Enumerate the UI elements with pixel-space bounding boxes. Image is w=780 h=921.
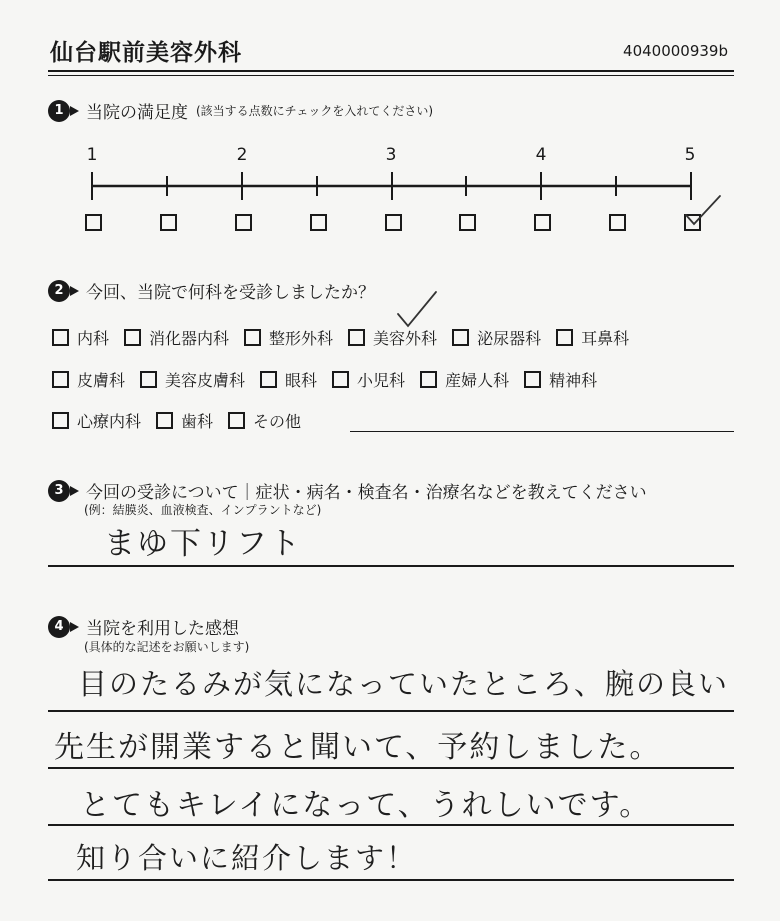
q3-handwritten-answer: まゆ下リフト xyxy=(104,526,302,562)
option-pediatrics[interactable] xyxy=(332,368,405,391)
q4-answer-line-3: とてもキレイになって、うれしいです。 xyxy=(80,788,652,823)
option-dermatology[interactable] xyxy=(52,368,125,391)
q1-number-badge: 1 xyxy=(48,100,70,122)
option-gastroenterology[interactable] xyxy=(124,326,229,349)
rating-checkbox-2[interactable] xyxy=(235,214,252,231)
q4-note: (具体的な記述をお願いします) xyxy=(84,640,250,654)
checkbox-checked[interactable] xyxy=(348,329,365,346)
clinic-name: 仙台駅前美容外科 xyxy=(50,40,242,66)
option-label: 心療内科 xyxy=(77,412,142,431)
scale-label-4: 4 xyxy=(535,145,547,165)
q2-number-badge: 2 xyxy=(48,280,70,302)
rating-checkbox-4-5[interactable] xyxy=(609,214,626,231)
checkbox[interactable] xyxy=(52,329,69,346)
department-row-3 xyxy=(52,409,316,432)
q4-answer-line-4: 知り合いに紹介します！ xyxy=(76,841,418,875)
option-cosmetic-dermatology[interactable] xyxy=(140,368,245,391)
checkbox[interactable] xyxy=(556,329,573,346)
option-label: 美容外科 xyxy=(373,329,438,348)
q4-rule-2[interactable] xyxy=(48,767,734,769)
form-id: 4040000939b xyxy=(623,42,728,60)
option-label: 眼科 xyxy=(285,371,318,390)
checkbox[interactable] xyxy=(332,371,349,388)
option-label: 整形外科 xyxy=(269,329,334,348)
rating-checkbox-2-5[interactable] xyxy=(310,214,327,231)
option-ophthalmology[interactable] xyxy=(260,368,317,391)
option-psychiatry[interactable] xyxy=(524,368,597,391)
rating-checkbox-3-5[interactable] xyxy=(459,214,476,231)
checkbox[interactable] xyxy=(52,371,69,388)
scale-label-2: 2 xyxy=(236,145,248,165)
checkbox[interactable] xyxy=(244,329,261,346)
option-dentistry[interactable] xyxy=(156,409,213,432)
q3-heading xyxy=(48,478,647,503)
option-label: 精神科 xyxy=(549,371,598,390)
option-label: 皮膚科 xyxy=(77,371,126,390)
q4-number-badge: 4 xyxy=(48,616,70,638)
scale-label-3: 3 xyxy=(385,145,397,165)
option-orthopedics[interactable] xyxy=(244,326,333,349)
checkbox[interactable] xyxy=(124,329,141,346)
q4-rule-4[interactable] xyxy=(48,879,734,881)
q4-answer-line-1: 目のたるみが気になっていたところ、腕の良い xyxy=(78,667,730,701)
department-row-1 xyxy=(52,326,644,349)
option-label: 産婦人科 xyxy=(445,371,510,390)
option-internal-medicine[interactable] xyxy=(52,326,109,349)
rating-checkbox-1-5[interactable] xyxy=(160,214,177,231)
option-psychosomatic[interactable] xyxy=(52,409,141,432)
checkbox[interactable] xyxy=(452,329,469,346)
rating-checkbox-4[interactable] xyxy=(534,214,551,231)
checkbox[interactable] xyxy=(140,371,157,388)
checkbox[interactable] xyxy=(524,371,541,388)
q3-answer-line[interactable] xyxy=(48,565,734,567)
option-label: その他 xyxy=(253,412,302,431)
q2-title: 今回、当院で何科を受診しましたか？ xyxy=(86,283,375,303)
option-label: 消化器内科 xyxy=(149,329,230,348)
satisfaction-scale xyxy=(0,0,780,260)
q3-title: 今回の受診について｜症状・病名・検査名・治療名などを教えてください xyxy=(86,483,647,503)
checkbox[interactable] xyxy=(52,412,69,429)
rating-check-mark xyxy=(676,190,726,235)
q4-answer-line-2: 先生が開業すると聞いて、予約しました。 xyxy=(54,730,662,765)
q1-note: (該当する点数にチェックを入れてください) xyxy=(196,104,434,118)
option-ent[interactable] xyxy=(556,326,629,349)
department-check-mark xyxy=(392,288,442,336)
option-label: 内科 xyxy=(77,329,110,348)
option-label: 美容皮膚科 xyxy=(165,371,246,390)
q1-title: 当院の満足度 xyxy=(86,103,188,123)
q4-title: 当院を利用した感想 xyxy=(86,619,239,639)
option-label: 耳鼻科 xyxy=(581,329,630,348)
scale-label-5: 5 xyxy=(684,145,696,165)
option-label: 歯科 xyxy=(181,412,214,431)
scale-label-1: 1 xyxy=(86,145,98,165)
checkbox[interactable] xyxy=(156,412,173,429)
checkbox[interactable] xyxy=(260,371,277,388)
checkbox[interactable] xyxy=(420,371,437,388)
other-write-in-line[interactable] xyxy=(350,431,734,432)
q2-heading xyxy=(48,278,375,303)
option-urology[interactable] xyxy=(452,326,541,349)
option-obstetrics[interactable] xyxy=(420,368,509,391)
rating-checkbox-1[interactable] xyxy=(85,214,102,231)
q4-rule-1[interactable] xyxy=(48,710,734,712)
rating-checkbox-3[interactable] xyxy=(385,214,402,231)
q3-number-badge: 3 xyxy=(48,480,70,502)
q4-heading xyxy=(48,614,239,639)
option-label: 小児科 xyxy=(357,371,406,390)
checkbox[interactable] xyxy=(228,412,245,429)
q4-rule-3[interactable] xyxy=(48,824,734,826)
department-row-2 xyxy=(52,368,612,391)
option-other[interactable] xyxy=(228,409,301,432)
option-label: 泌尿器科 xyxy=(477,329,542,348)
q3-note: (例：結膜炎、血液検査、インプラントなど) xyxy=(84,503,322,517)
